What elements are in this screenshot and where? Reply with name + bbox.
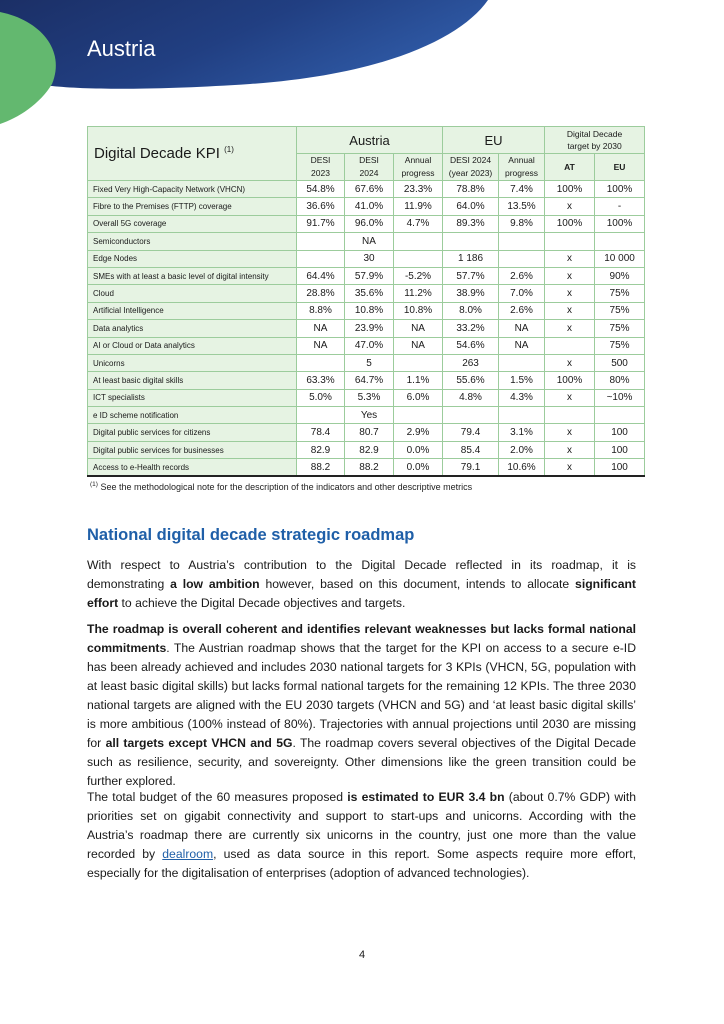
cell-progress — [394, 233, 443, 250]
cell-desi2024: NA — [345, 233, 394, 250]
cell-eu-desi: 55.6% — [443, 372, 499, 389]
cell-target-eu — [595, 233, 645, 250]
cell-desi2023 — [297, 250, 345, 267]
cell-eu-desi: 79.4 — [443, 424, 499, 441]
cell-label: Semiconductors — [88, 233, 297, 250]
page-country-title: Austria — [87, 36, 156, 61]
cell-desi2024: 88.2 — [345, 459, 394, 476]
cell-label: Fibre to the Premises (FTTP) coverage — [88, 198, 297, 215]
cell-eu-progress — [499, 233, 545, 250]
cell-progress — [394, 354, 443, 371]
kpi-table — [87, 126, 645, 477]
cell-target-eu: 80% — [595, 372, 645, 389]
cell-progress: -5.2% — [394, 267, 443, 284]
cell-eu-progress: 4.3% — [499, 389, 545, 406]
cell-eu-desi: 57.7% — [443, 267, 499, 284]
cell-desi2024: 41.0% — [345, 198, 394, 215]
cell-label: Unicorns — [88, 354, 297, 371]
desi2023-header: DESI 2023 — [297, 154, 345, 181]
cell-target-eu: 100 — [595, 424, 645, 441]
cell-progress: 1.1% — [394, 372, 443, 389]
table-row — [88, 302, 645, 319]
eu-progress-header: Annual progress — [499, 154, 545, 181]
cell-eu-desi: 8.0% — [443, 302, 499, 319]
table-row — [88, 181, 645, 198]
cell-eu-progress — [499, 407, 545, 424]
cell-progress: 0.0% — [394, 441, 443, 458]
cell-desi2023: NA — [297, 337, 345, 354]
cell-eu-progress: 7.4% — [499, 181, 545, 198]
cell-desi2023: 8.8% — [297, 302, 345, 319]
table-row — [88, 441, 645, 458]
table-row — [88, 407, 645, 424]
table-row — [88, 320, 645, 337]
cell-eu-desi: 64.0% — [443, 198, 499, 215]
cell-eu-progress: 2.0% — [499, 441, 545, 458]
cell-eu-desi: 78.8% — [443, 181, 499, 198]
cell-desi2024: Yes — [345, 407, 394, 424]
cell-eu-progress: 10.6% — [499, 459, 545, 476]
cell-desi2024: 64.7% — [345, 372, 394, 389]
cell-target-eu: 75% — [595, 302, 645, 319]
cell-target-at — [545, 233, 595, 250]
cell-label: Overall 5G coverage — [88, 215, 297, 232]
cell-progress: NA — [394, 337, 443, 354]
cell-desi2024: 5 — [345, 354, 394, 371]
cell-label: e ID scheme notification — [88, 407, 297, 424]
cell-label: Artificial Intelligence — [88, 302, 297, 319]
cell-label: SMEs with at least a basic level of digital intensity — [88, 267, 297, 284]
table-row — [88, 285, 645, 302]
page-number: 4 — [358, 949, 366, 961]
header-navy-shape — [0, 0, 488, 89]
cell-desi2023: 88.2 — [297, 459, 345, 476]
cell-desi2023 — [297, 233, 345, 250]
cell-eu-progress: 2.6% — [499, 302, 545, 319]
cell-eu-progress: 1.5% — [499, 372, 545, 389]
cell-desi2023 — [297, 407, 345, 424]
cell-eu-desi: 33.2% — [443, 320, 499, 337]
cell-desi2023: NA — [297, 320, 345, 337]
cell-eu-progress: 2.6% — [499, 267, 545, 284]
cell-target-eu: 100% — [595, 181, 645, 198]
cell-progress: 23.3% — [394, 181, 443, 198]
table-row — [88, 424, 645, 441]
cell-desi2024: 96.0% — [345, 215, 394, 232]
cell-target-at: x — [545, 354, 595, 371]
cell-target-at: 100% — [545, 372, 595, 389]
cell-label: Data analytics — [88, 320, 297, 337]
target-group-header: Digital Decade target by 2030 — [545, 127, 645, 154]
cell-progress: NA — [394, 320, 443, 337]
cell-eu-desi — [443, 233, 499, 250]
table-footnote: $^{(1)}$ See the methodological note for the description of the indicators and other descriptive metrics — [90, 481, 473, 492]
cell-desi2023: 5.0% — [297, 389, 345, 406]
cell-eu-progress: 13.5% — [499, 198, 545, 215]
table-row — [88, 233, 645, 250]
cell-label: Cloud — [88, 285, 297, 302]
cell-eu-desi — [443, 407, 499, 424]
cell-eu-progress — [499, 354, 545, 371]
cell-target-eu: 75% — [595, 285, 645, 302]
cell-eu-desi: 38.9% — [443, 285, 499, 302]
cell-eu-desi: 54.6% — [443, 337, 499, 354]
cell-label: Digital public services for businesses — [88, 441, 297, 458]
cell-progress: 4.7% — [394, 215, 443, 232]
cell-desi2024: 80.7 — [345, 424, 394, 441]
cell-target-at: x — [545, 250, 595, 267]
kpi-column-header: Digital Decade KPI $^{(1)}$ — [88, 127, 297, 181]
cell-progress: 0.0% — [394, 459, 443, 476]
cell-target-at: 100% — [545, 215, 595, 232]
cell-desi2024: 67.6% — [345, 181, 394, 198]
header-banner — [0, 0, 724, 130]
cell-desi2023: 54.8% — [297, 181, 345, 198]
cell-target-at: 100% — [545, 181, 595, 198]
cell-eu-desi: 1 186 — [443, 250, 499, 267]
cell-target-at: x — [545, 198, 595, 215]
cell-eu-progress: NA — [499, 320, 545, 337]
eu-group-header: EU — [443, 127, 545, 154]
cell-target-at: x — [545, 424, 595, 441]
cell-target-at: x — [545, 389, 595, 406]
cell-desi2023 — [297, 354, 345, 371]
cell-target-at: x — [545, 302, 595, 319]
cell-desi2024: 47.0% — [345, 337, 394, 354]
cell-target-at: x — [545, 459, 595, 476]
cell-progress: 11.2% — [394, 285, 443, 302]
cell-target-eu: 500 — [595, 354, 645, 371]
cell-progress: 2.9% — [394, 424, 443, 441]
cell-progress: 10.8% — [394, 302, 443, 319]
target-at-header: AT — [545, 154, 595, 181]
cell-eu-progress: 7.0% — [499, 285, 545, 302]
cell-label: AI or Cloud or Data analytics — [88, 337, 297, 354]
section-heading: National digital decade strategic roadmap — [87, 526, 415, 544]
austria-group-header: Austria — [297, 127, 443, 154]
cell-desi2024: 30 — [345, 250, 394, 267]
table-row — [88, 267, 645, 284]
eu-desi-header: DESI 2024 (year 2023) — [443, 154, 499, 181]
table-row — [88, 250, 645, 267]
cell-target-eu: ~10% — [595, 389, 645, 406]
cell-eu-progress — [499, 250, 545, 267]
cell-progress: 11.9% — [394, 198, 443, 215]
cell-desi2024: 23.9% — [345, 320, 394, 337]
table-row — [88, 337, 645, 354]
cell-target-eu: - — [595, 198, 645, 215]
annual-progress-header: Annual progress — [394, 154, 443, 181]
cell-desi2024: 57.9% — [345, 267, 394, 284]
cell-label: Fixed Very High-Capacity Network (VHCN) — [88, 181, 297, 198]
table-row — [88, 354, 645, 371]
cell-desi2023: 63.3% — [297, 372, 345, 389]
cell-progress — [394, 250, 443, 267]
table-row — [88, 372, 645, 389]
cell-desi2024: 35.6% — [345, 285, 394, 302]
cell-target-at: x — [545, 320, 595, 337]
kpi-table-body — [88, 181, 645, 477]
cell-label: At least basic digital skills — [88, 372, 297, 389]
cell-eu-desi: 85.4 — [443, 441, 499, 458]
cell-eu-progress: 9.8% — [499, 215, 545, 232]
cell-eu-desi: 79.1 — [443, 459, 499, 476]
cell-desi2024: 5.3% — [345, 389, 394, 406]
cell-target-eu: 10 000 — [595, 250, 645, 267]
cell-target-at: x — [545, 267, 595, 284]
cell-desi2023: 78.4 — [297, 424, 345, 441]
paragraph-budget: The total budget of the 60 measures proposed is estimated to EUR 3.4 bn (about 0.7% GDP) with priorities set on gigabit connectivity and support to start-ups and unicorns. According with the Austria’s roadmap there are currently six unicorns in the country, just one more than the value recorded by dealroom, used as data source in this report. Some aspects require more effort, especially for the digitalisation of enterprises (adoption of advanced technologies). — [87, 790, 637, 880]
table-bottom-rule — [87, 475, 645, 477]
cell-target-eu: 100 — [595, 459, 645, 476]
table-row — [88, 459, 645, 476]
cell-label: Access to e-Health records — [88, 459, 297, 476]
cell-target-eu: 75% — [595, 320, 645, 337]
table-row — [88, 198, 645, 215]
cell-eu-progress: 3.1% — [499, 424, 545, 441]
cell-desi2023: 64.4% — [297, 267, 345, 284]
table-row — [88, 389, 645, 406]
cell-desi2024: 82.9 — [345, 441, 394, 458]
paragraph-roadmap-coherence: The roadmap is overall coherent and identifies relevant weaknesses but lacks formal national commitments. The Austrian roadmap shows that the target for the KPI on access to a secure e-ID has been already achieved and includes 2030 national targets for 3 KPIs (VHCN, 5G, population with at least basic digital skills) but lacks formal national targets for the remaining 12 KPIs. The three 2030 national targets are aligned with the EU 2030 targets (VHCN and 5G) and ‘at least basic digital skills’ is more ambitious (100% instead of 80%). Trajectories with annual projections until 2030 are missing for all targets except VHCN and 5G. The roadmap covers several objectives of the Digital Decade such as resilience, security, and sovereignty. Other dimensions like the green transition could be further explored. — [87, 622, 637, 788]
cell-target-eu: 90% — [595, 267, 645, 284]
cell-target-at — [545, 407, 595, 424]
cell-label: Edge Nodes — [88, 250, 297, 267]
cell-eu-desi: 89.3% — [443, 215, 499, 232]
cell-target-at — [545, 337, 595, 354]
cell-target-eu: 75% — [595, 337, 645, 354]
cell-desi2023: 36.6% — [297, 198, 345, 215]
cell-target-eu — [595, 407, 645, 424]
table-row — [88, 215, 645, 232]
dealroom-link[interactable]: dealroom — [162, 847, 214, 861]
target-eu-header: EU — [595, 154, 645, 181]
cell-target-eu: 100 — [595, 441, 645, 458]
cell-label: Digital public services for citizens — [88, 424, 297, 441]
cell-target-eu: 100% — [595, 215, 645, 232]
cell-progress: 6.0% — [394, 389, 443, 406]
cell-desi2023: 91.7% — [297, 215, 345, 232]
cell-desi2024: 10.8% — [345, 302, 394, 319]
cell-desi2023: 28.8% — [297, 285, 345, 302]
paragraph-ambition: With respect to Austria’s contribution to the Digital Decade reflected in its roadmap, it is demonstrating a low ambition however, based on this document, intends to allocate significant effort to achieve the Digital Decade objectives and targets. — [87, 558, 636, 610]
cell-eu-desi: 263 — [443, 354, 499, 371]
cell-desi2023: 82.9 — [297, 441, 345, 458]
cell-progress — [394, 407, 443, 424]
cell-target-at: x — [545, 441, 595, 458]
cell-label: ICT specialists — [88, 389, 297, 406]
desi2024-header: DESI 2024 — [345, 154, 394, 181]
cell-eu-desi: 4.8% — [443, 389, 499, 406]
cell-target-at: x — [545, 285, 595, 302]
cell-eu-progress: NA — [499, 337, 545, 354]
